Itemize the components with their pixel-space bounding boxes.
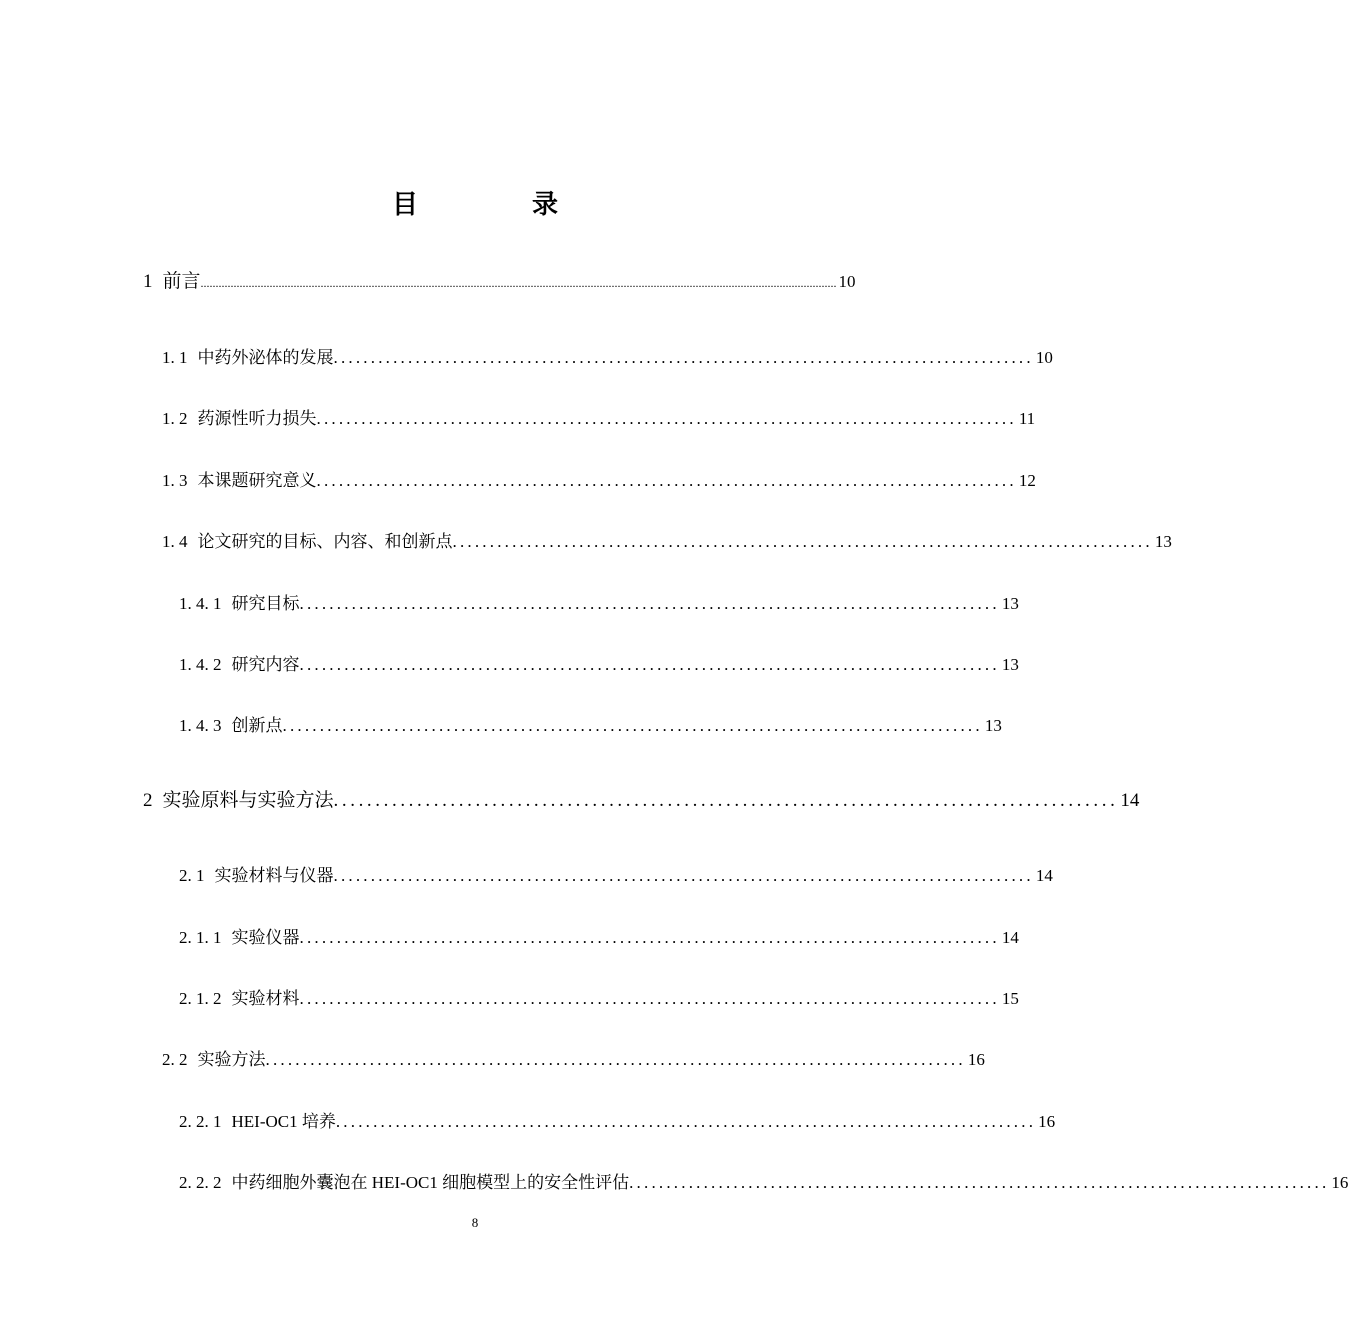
- dot-leader: ..............................................................................................: [299, 928, 1000, 947]
- dot-leader: ..............................................................................................: [629, 1173, 1330, 1192]
- dot-leader: ..............................................................................................: [299, 989, 1000, 1008]
- toc-entry-page: 16: [967, 1050, 985, 1069]
- toc-entry-text: 创新点: [231, 716, 283, 735]
- toc-entry-number: 2. 1. 2: [179, 989, 222, 1008]
- toc-entry-text: 中药外泌体的发展: [197, 348, 334, 367]
- toc-entry-page: 13: [1001, 655, 1019, 674]
- toc-entry-number: 1: [143, 271, 153, 292]
- page-number: 8: [471, 1215, 479, 1230]
- dot-leader: ..............................................................................................: [316, 409, 1017, 428]
- toc-entry[interactable]: [179, 1168, 1348, 1193]
- toc-entry-page: 14: [1035, 866, 1053, 885]
- toc-entry[interactable]: [179, 923, 1019, 948]
- dot-leader: ..............................................................................................: [335, 1112, 1037, 1131]
- toc-entry-text: 前言: [162, 271, 201, 292]
- toc-entry[interactable]: [179, 650, 1019, 675]
- toc-entry-page: 10: [1035, 348, 1053, 367]
- toc-entry-number: 1. 2: [162, 409, 188, 428]
- dot-leader: ..............................................................................................: [265, 1050, 966, 1069]
- toc-entry-text: 实验材料: [231, 989, 300, 1008]
- toc-entry-page: 12: [1018, 471, 1036, 490]
- toc-entry-text: 研究内容: [231, 655, 300, 674]
- toc-entry-text: 本课题研究意义: [197, 471, 317, 490]
- toc-entry[interactable]: [179, 1107, 1056, 1132]
- toc-entry[interactable]: [179, 861, 1053, 886]
- toc-entry-page: 13: [984, 716, 1002, 735]
- toc-entry[interactable]: [143, 266, 856, 293]
- toc-entry-number: 2. 1: [179, 866, 205, 885]
- toc-entry[interactable]: [162, 343, 1053, 368]
- toc-entry-page: 11: [1018, 409, 1036, 428]
- toc-entry-number: 1. 3: [162, 471, 188, 490]
- toc-entry-number: 2. 1. 1: [179, 928, 222, 947]
- toc-entry[interactable]: [162, 466, 1036, 491]
- toc-entry-text: 中药细胞外囊泡在 HEI-OC1 细胞模型上的安全性评估: [231, 1173, 630, 1192]
- toc-entry-text: 实验方法: [197, 1050, 266, 1069]
- toc-entry-number: 2: [143, 790, 153, 811]
- toc-entry-page: 14: [1120, 790, 1140, 811]
- toc-entry-text: 论文研究的目标、内容、和创新点: [197, 532, 453, 551]
- toc-entry-text: HEI-OC1 培养: [231, 1112, 336, 1131]
- dot-leader: ..............................................................................................: [282, 716, 983, 735]
- dot-leader: ..............................................................................................: [333, 866, 1034, 885]
- toc-entry[interactable]: [162, 404, 1036, 429]
- toc-entry[interactable]: [179, 711, 1002, 736]
- toc-entry-text: 实验材料与仪器: [214, 866, 334, 885]
- dot-leader: ..............................................................................................: [299, 594, 1000, 613]
- toc-entry-page: 15: [1001, 989, 1019, 1008]
- toc-entry-text: 药源性听力损失: [197, 409, 317, 428]
- dot-leader: ..............................................................................................: [299, 655, 1000, 674]
- toc-entry[interactable]: [162, 527, 1172, 552]
- dot-leader: ..............................................................................................: [333, 348, 1034, 367]
- toc-entry-number: 1. 1: [162, 348, 188, 367]
- toc-entry-page: 16: [1038, 1112, 1056, 1131]
- toc-entry-number: 1. 4. 1: [179, 594, 222, 613]
- toc-entry[interactable]: [143, 785, 1140, 812]
- toc-entry-number: 2. 2. 1: [179, 1112, 222, 1131]
- toc-entry-number: 1. 4. 3: [179, 716, 222, 735]
- toc-entry-number: 2. 2: [162, 1050, 188, 1069]
- toc-entry-number: 2. 2. 2: [179, 1173, 222, 1192]
- toc-entry-page: 16: [1331, 1173, 1348, 1192]
- toc-entry[interactable]: [162, 1045, 985, 1070]
- toc-entry-number: 1. 4: [162, 532, 188, 551]
- toc-title: 目 录: [391, 190, 602, 220]
- dot-leader: ....................................................................................................................................................................................................................: [200, 276, 837, 290]
- toc-entry-page: 14: [1001, 928, 1019, 947]
- toc-entry-page: 13: [1154, 532, 1172, 551]
- toc-entry-page: 10: [838, 272, 856, 291]
- dot-leader: ..............................................................................................: [333, 790, 1119, 811]
- dot-leader: ..............................................................................................: [316, 471, 1017, 490]
- toc-entry-text: 实验原料与实验方法: [162, 790, 334, 811]
- dot-leader: ..............................................................................................: [452, 532, 1153, 551]
- toc-entry[interactable]: [179, 984, 1019, 1009]
- toc-entry[interactable]: [179, 589, 1019, 614]
- toc-entry-text: 研究目标: [231, 594, 300, 613]
- toc-entry-page: 13: [1001, 594, 1019, 613]
- toc-entry-text: 实验仪器: [231, 928, 300, 947]
- toc-entry-number: 1. 4. 2: [179, 655, 222, 674]
